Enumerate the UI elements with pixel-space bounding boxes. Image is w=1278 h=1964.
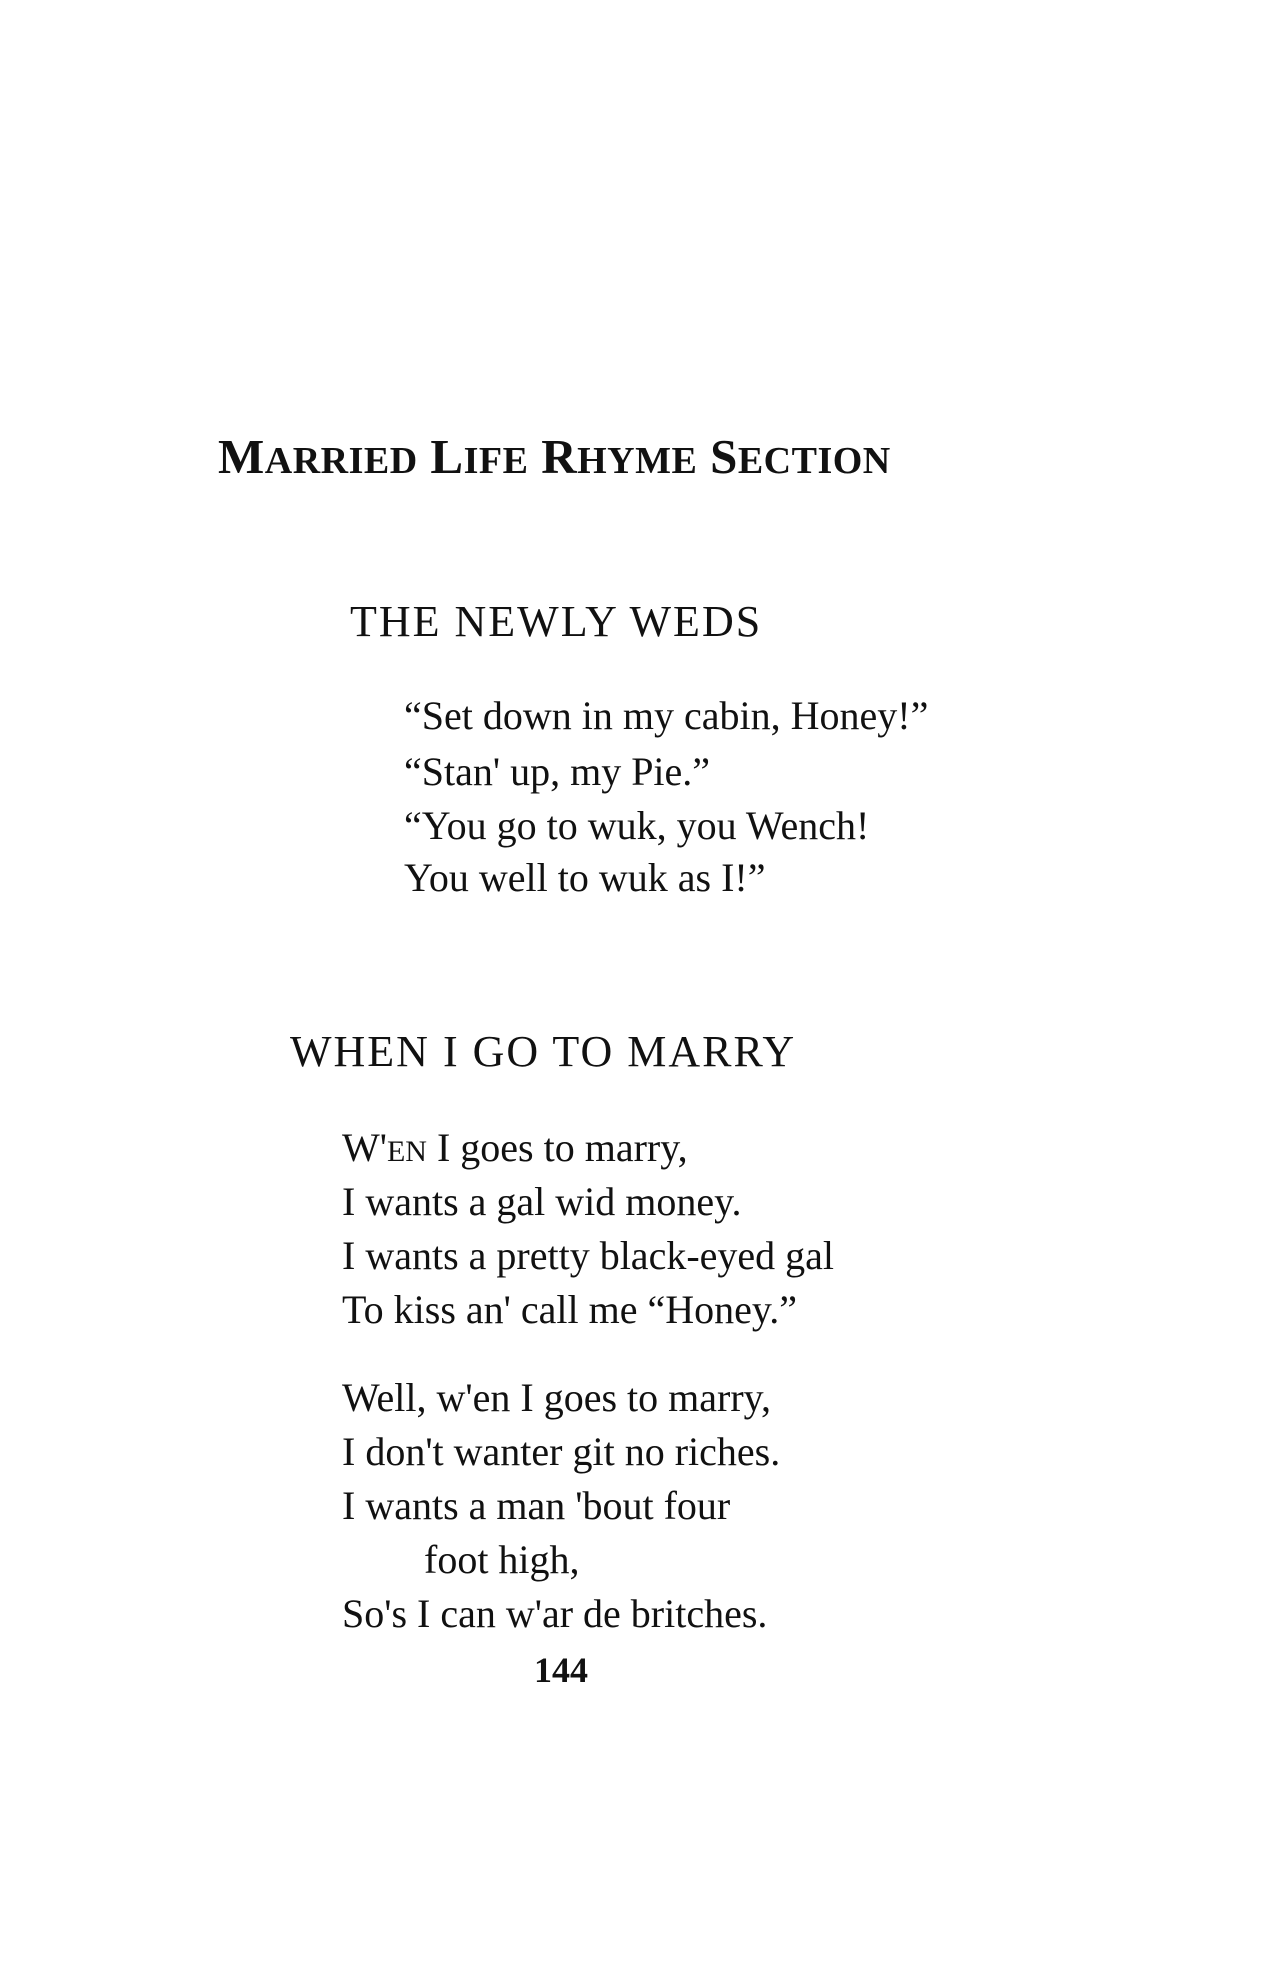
verse-line: I wants a pretty black-eyed gal (342, 1233, 835, 1278)
page-number: 144 (534, 1650, 588, 1690)
row-text: “Set down in my cabin, Honey!” (404, 693, 929, 738)
title-initial: R (541, 429, 578, 484)
row-text: “You go to wuk, you Wench! (404, 803, 870, 848)
title-initial: M (218, 429, 265, 484)
row-text: You well to wuk as I!” (404, 855, 766, 900)
verse-line: I wants a man 'bout four (342, 1483, 731, 1528)
poem-title: THE NEWLY WEDS (350, 597, 763, 646)
title-word-rest: ARRIED (264, 440, 418, 482)
title-word-rest: ECTION (737, 440, 891, 482)
verse-line: I don't wanter git no riches. (342, 1429, 781, 1474)
verse-line: So's I can w'ar de britches. (342, 1591, 768, 1636)
section-title (218, 429, 998, 484)
verse-line: I wants a gal wid money. (342, 1179, 742, 1224)
row-text: “Stan' up, my Pie.” (404, 749, 711, 794)
title-word-rest: HYME (577, 440, 698, 482)
verse-line: Well, w'en I goes to marry, (342, 1375, 772, 1420)
verse-line: To kiss an' call me “Honey.” (342, 1287, 797, 1332)
title-initial: S (710, 429, 738, 484)
title-word-rest: IFE (463, 440, 529, 482)
title-initial: L (430, 429, 464, 484)
poem-title: WHEN I GO TO MARRY (290, 1027, 797, 1076)
verse-line: foot high, (424, 1537, 580, 1582)
verse-line: W'EN I goes to marry, (342, 1125, 688, 1170)
